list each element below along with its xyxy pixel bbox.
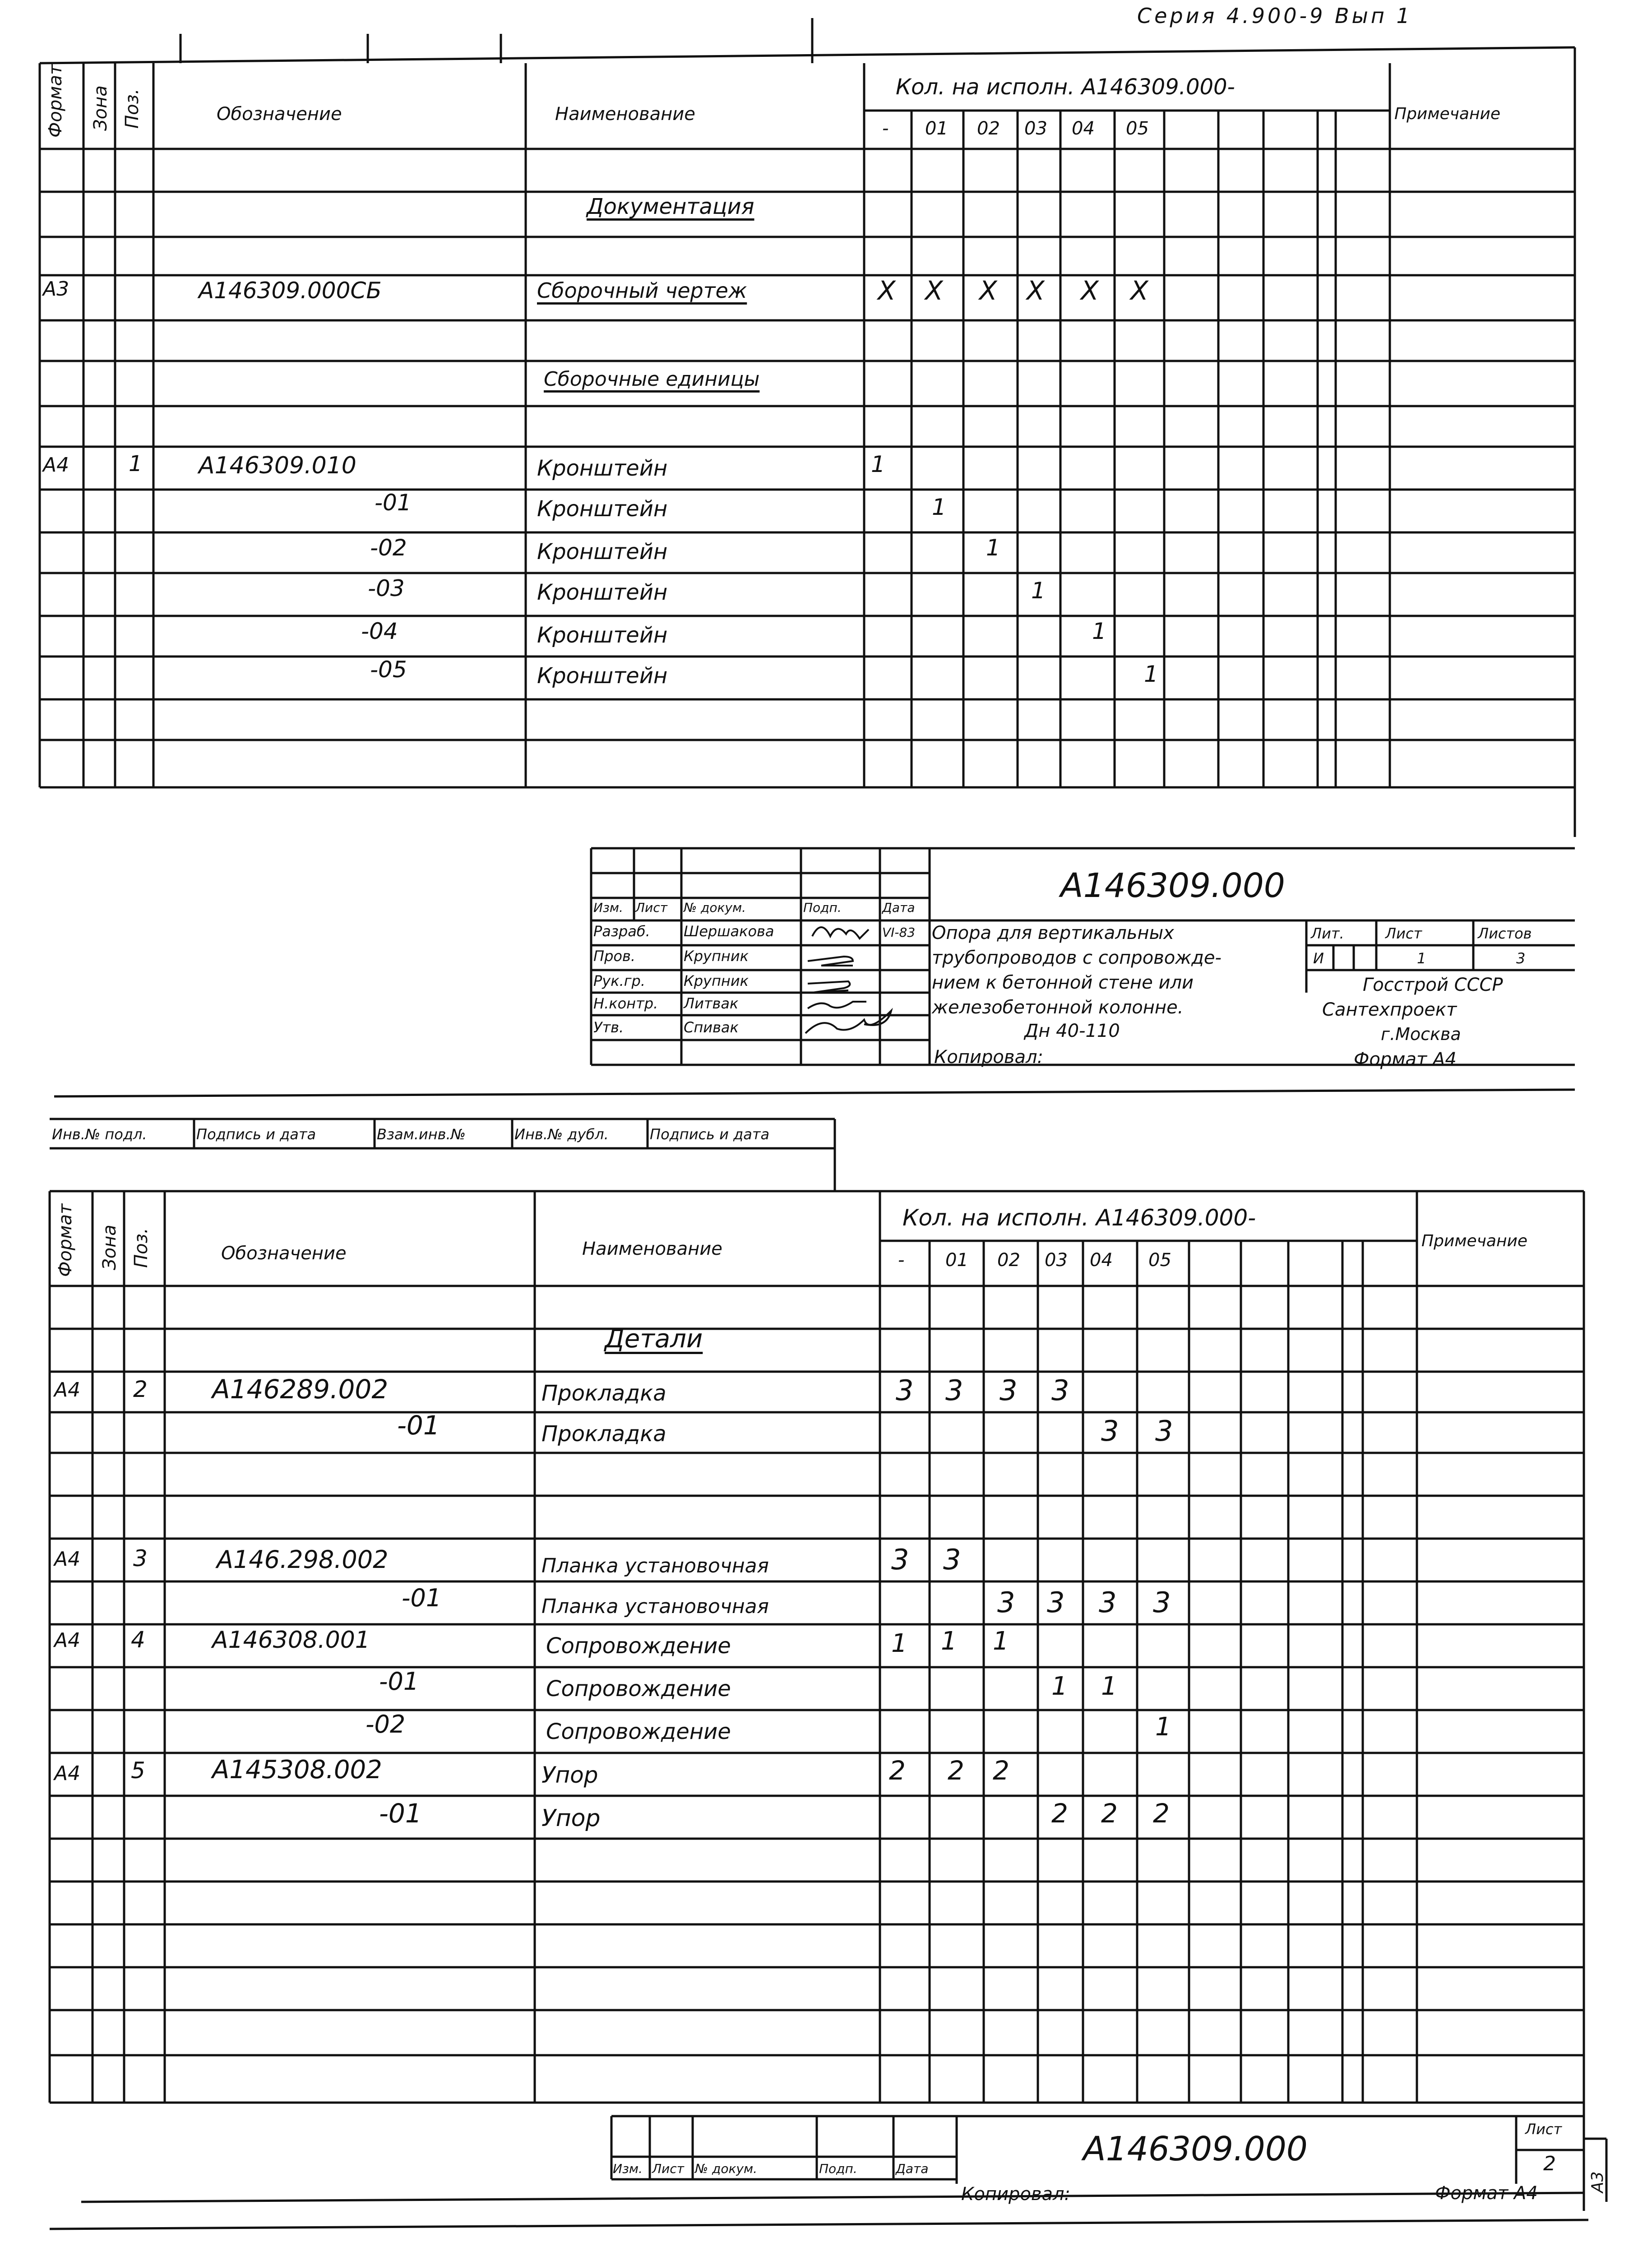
header-name: Наименование	[582, 1239, 722, 1259]
tb-person: Спивак	[684, 1019, 739, 1036]
tb-role: Н.контр.	[593, 995, 658, 1012]
qty-cell: 3	[1000, 1374, 1018, 1407]
qty-cell: X	[979, 275, 997, 306]
row-designation: А146.298.002	[217, 1545, 389, 1574]
title-line: Дн 40-110	[1024, 1021, 1120, 1041]
sheet-value: 1	[1417, 950, 1426, 967]
tb-person: Крупник	[684, 948, 749, 965]
qty-cell: 1	[993, 1627, 1009, 1656]
row-name: Кронштейн	[537, 623, 668, 648]
qty-cell: 3	[891, 1543, 909, 1576]
row-designation: -05	[370, 656, 407, 683]
row-designation: -01	[379, 1667, 419, 1696]
document-code: А146309.000	[1083, 2130, 1308, 2168]
qty-cell: 1	[871, 451, 885, 477]
lit-label: Лит.	[1311, 925, 1344, 942]
row-name: Прокладка	[541, 1421, 666, 1447]
qty-cell: 3	[1051, 1374, 1069, 1407]
row-name: Кронштейн	[537, 580, 668, 605]
tb-col-label: Лист	[652, 2161, 684, 2176]
org-line: Госстрой СССР	[1363, 975, 1503, 995]
header-qty: Кол. на исполн. А146309.000-	[896, 74, 1235, 100]
row-format: А4	[54, 1378, 81, 1401]
header-name: Наименование	[555, 104, 695, 125]
qty-cell: 3	[943, 1543, 961, 1576]
row-designation: А146309.000СБ	[199, 277, 382, 304]
row-name: Сопровождение	[546, 1676, 731, 1701]
section-assemblies: Сборочные единицы	[544, 368, 760, 391]
tb-role: Рук.гр.	[593, 972, 646, 989]
title-line: железобетонной колонне.	[932, 997, 1184, 1018]
qty-cell: 3	[1101, 1415, 1119, 1447]
qty-cell: 2	[1153, 1798, 1170, 1829]
tb-col-label: Изм.	[613, 2161, 643, 2176]
row-pos: 5	[131, 1757, 145, 1784]
row-format: А4	[54, 1629, 81, 1652]
row-designation: -01	[379, 1798, 422, 1829]
tb-col-label: Лист	[635, 900, 667, 915]
tb-role: Разраб.	[593, 923, 650, 940]
row-name: Кронштейн	[537, 496, 668, 522]
qty-cell: 1	[1101, 1672, 1117, 1701]
qty-cell: 3	[1153, 1586, 1171, 1619]
row-name: Планка установочная	[541, 1554, 769, 1577]
qty-cell: 1	[932, 494, 946, 520]
row-designation: А146308.001	[212, 1627, 370, 1654]
qty-cell: 3	[896, 1374, 914, 1407]
row-pos: 2	[133, 1376, 148, 1402]
row-name: Сборочный чертеж	[537, 278, 747, 303]
format-label: Формат А4	[1354, 1049, 1457, 1070]
variant-header: 03	[1024, 118, 1047, 139]
qty-cell: X	[925, 275, 943, 306]
row-designation: -02	[370, 535, 407, 561]
variant-header: 04	[1090, 1250, 1113, 1271]
tb-person: Крупник	[684, 972, 749, 989]
stamp-cell: Подпись и дата	[650, 1126, 770, 1143]
variant-header: 05	[1126, 118, 1149, 139]
qty-cell: 3	[1047, 1586, 1065, 1619]
sheet-label: Лист	[1525, 2121, 1562, 2138]
qty-cell: X	[878, 275, 896, 306]
tb-col-label: Изм.	[593, 900, 623, 915]
row-designation: -01	[402, 1584, 442, 1612]
format-label: Формат А4	[1435, 2183, 1538, 2204]
header-format: Формат	[45, 64, 66, 138]
row-pos: 4	[131, 1627, 145, 1653]
variant-header: 05	[1148, 1250, 1171, 1271]
variant-header: 01	[945, 1250, 968, 1271]
row-name: Упор	[541, 1762, 598, 1788]
org-line: г.Москва	[1381, 1024, 1461, 1044]
row-format: А4	[54, 1762, 81, 1785]
row-designation: А146289.002	[212, 1374, 389, 1405]
variant-header: -	[898, 1250, 905, 1271]
row-designation: -04	[361, 618, 398, 644]
row-name: Прокладка	[541, 1381, 666, 1406]
qty-cell: 1	[1092, 618, 1106, 644]
lit-value: И	[1313, 950, 1324, 967]
series-header: Серия 4.900-9 Вып 1	[1137, 4, 1412, 28]
tb-role: Утв.	[593, 1019, 624, 1036]
section-docs: Документация	[587, 194, 754, 219]
side-mark: А3	[1588, 2171, 1607, 2193]
copied-label: Копировал:	[934, 1047, 1044, 1068]
row-name: Упор	[541, 1805, 601, 1832]
header-qty: Кол. на исполн. А146309.000-	[902, 1205, 1256, 1231]
header-format: Формат	[55, 1203, 76, 1277]
qty-cell: 2	[948, 1755, 964, 1786]
sheets-label: Листов	[1478, 925, 1532, 942]
qty-cell: 3	[1155, 1415, 1173, 1447]
org-line: Сантехпроект	[1322, 999, 1457, 1020]
sheet-value: 2	[1543, 2152, 1556, 2175]
document-code: А146309.000	[1060, 866, 1285, 905]
sheet-label: Лист	[1385, 925, 1422, 942]
row-designation: А145308.002	[212, 1755, 382, 1784]
tb-col-label: № докум.	[684, 900, 746, 915]
qty-cell: 2	[993, 1755, 1009, 1786]
header-designation: Обозначение	[221, 1243, 347, 1264]
stamp-cell: Инв.№ подл.	[52, 1126, 147, 1143]
variant-header: 03	[1045, 1250, 1068, 1271]
row-format: А4	[43, 453, 69, 476]
tb-date: VI-83	[882, 925, 916, 940]
tb-col-label: Дата	[896, 2161, 929, 2176]
row-format: А3	[43, 277, 69, 300]
variant-header: 04	[1072, 118, 1095, 139]
qty-cell: 1	[986, 535, 1000, 561]
row-designation: -01	[375, 490, 412, 516]
row-name: Сопровождение	[546, 1633, 731, 1659]
tb-person: Литвак	[684, 995, 739, 1012]
variant-header: 01	[925, 118, 948, 139]
tb-col-label: № докум.	[695, 2161, 758, 2176]
header-pos: Поз.	[131, 1228, 152, 1268]
tb-role: Пров.	[593, 948, 635, 965]
title-line: Опора для вертикальных	[932, 923, 1174, 943]
row-name: Кронштейн	[537, 663, 668, 689]
qty-cell: 3	[997, 1586, 1015, 1619]
row-designation: -03	[368, 575, 405, 601]
qty-cell: 1	[1144, 661, 1158, 687]
copied-label: Копировал:	[961, 2184, 1071, 2205]
row-name: Планка установочная	[541, 1595, 769, 1618]
qty-cell: 1	[1155, 1712, 1171, 1742]
row-designation: А146309.010	[199, 452, 356, 479]
header-pos: Поз.	[122, 88, 143, 129]
stamp-cell: Инв.№ дубл.	[514, 1126, 609, 1143]
row-designation: -02	[366, 1710, 406, 1738]
tb-col-label: Дата	[882, 900, 915, 915]
qty-cell: 3	[945, 1374, 963, 1407]
row-pos: 1	[129, 451, 143, 476]
qty-cell: 1	[1051, 1672, 1068, 1701]
qty-cell: 1	[1031, 578, 1046, 604]
variant-header: 02	[997, 1250, 1020, 1271]
row-designation: -01	[397, 1410, 440, 1441]
row-name: Кронштейн	[537, 456, 668, 481]
qty-cell: 2	[889, 1755, 906, 1786]
row-name: Кронштейн	[537, 539, 668, 564]
tb-person: Шершакова	[684, 923, 774, 940]
section-parts: Детали	[605, 1324, 703, 1354]
row-name: Сопровождение	[546, 1719, 731, 1744]
qty-cell: X	[1081, 275, 1099, 306]
title-line: трубопроводов с сопровожде-	[932, 948, 1222, 968]
variant-header: -	[882, 118, 889, 139]
header-zone: Зона	[99, 1225, 120, 1270]
qty-cell: 3	[1099, 1586, 1117, 1619]
title-line: нием к бетонной стене или	[932, 972, 1194, 993]
stamp-cell: Подпись и дата	[196, 1126, 316, 1143]
qty-cell: 1	[891, 1629, 907, 1658]
qty-cell: X	[1027, 275, 1045, 306]
sheets-value: 3	[1516, 950, 1526, 967]
stamp-cell: Взам.инв.№	[377, 1126, 466, 1143]
variant-header: 02	[977, 118, 1000, 139]
row-pos: 3	[133, 1545, 148, 1572]
header-designation: Обозначение	[217, 104, 342, 125]
qty-cell: 2	[1101, 1798, 1118, 1829]
qty-cell: 1	[941, 1627, 957, 1656]
qty-cell: 2	[1051, 1798, 1068, 1829]
header-note: Примечание	[1421, 1232, 1528, 1250]
header-zone: Зона	[90, 85, 111, 131]
header-note: Примечание	[1394, 105, 1501, 123]
qty-cell: X	[1130, 275, 1148, 306]
tb-col-label: Подп.	[803, 900, 842, 915]
row-format: А4	[54, 1548, 81, 1571]
tb-col-label: Подп.	[819, 2161, 857, 2176]
